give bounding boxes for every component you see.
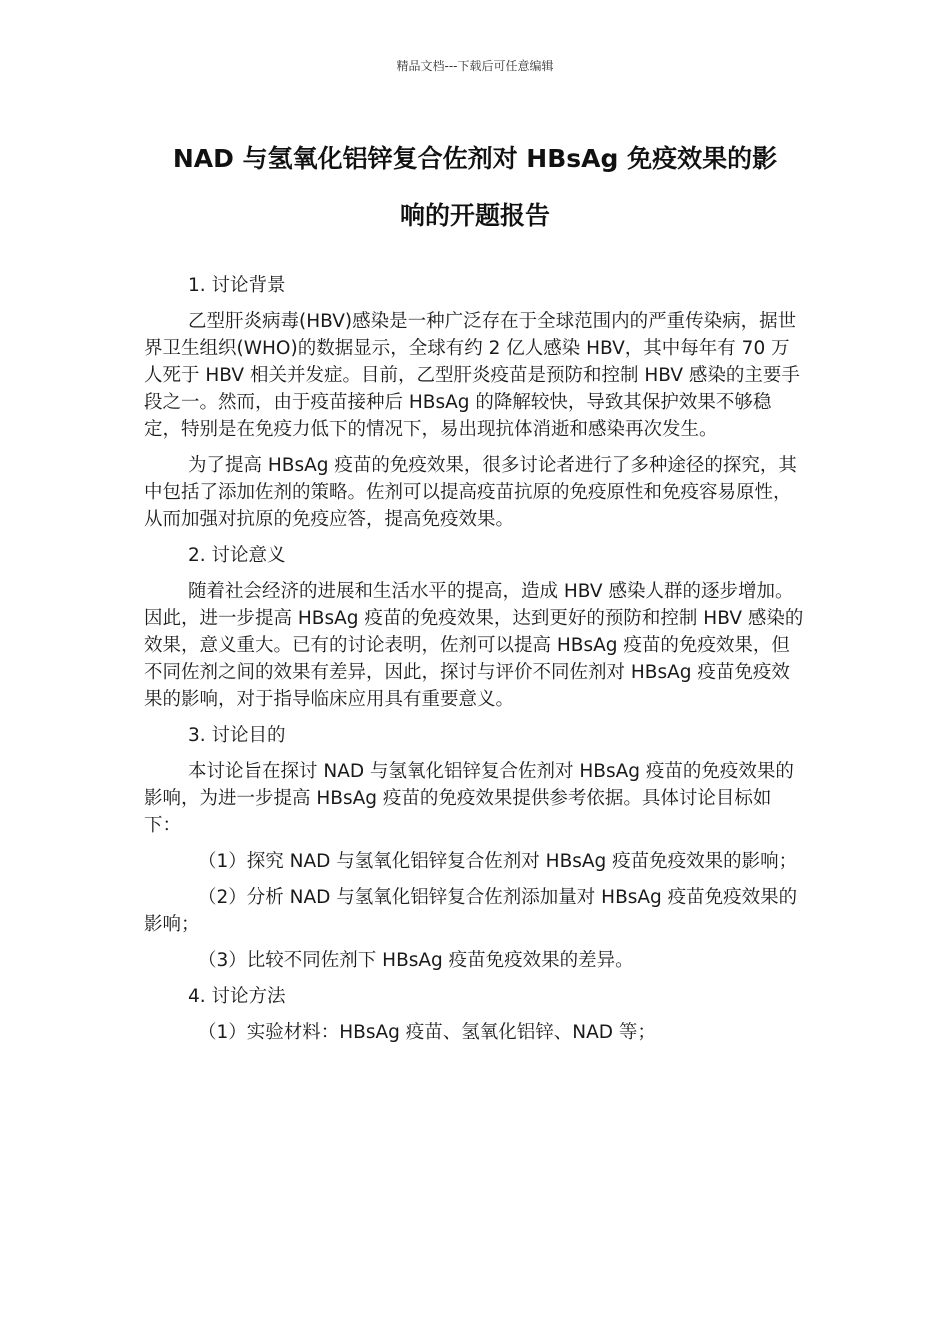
section-3-list-item-3: （3）比较不同佐剂下 HBsAg 疫苗免疫效果的差异。 (198, 950, 634, 971)
section-4-list-item-1: （1）实验材料：HBsAg 疫苗、氢氧化铝锌、NAD 等； (198, 1022, 656, 1043)
section-1-heading: 1. 讨论背景 (188, 275, 286, 296)
page-header: 精品文档---下载后可任意编辑 (396, 59, 554, 73)
section-3-paragraph-1: 本讨论旨在探讨 NAD 与氢氧化铝锌复合佐剂对 HBsAg 疫苗的免疫效果的影响，为进一步提高 HBsAg 疫苗的免疫效果提供参考依据。具体讨论目标如下： (144, 761, 794, 836)
section-3-list-item-1: （1）探究 NAD 与氢氧化铝锌复合佐剂对 HBsAg 疫苗免疫效果的影响； (198, 851, 798, 872)
title-line-1: NAD 与氢氧化铝锌复合佐剂对 HBsAg 免疫效果的影 (172, 144, 778, 173)
title-line-2: 响的开题报告 (399, 201, 550, 230)
document-body (144, 272, 807, 1046)
section-1-paragraph-2: 为了提高 HBsAg 疫苗的免疫效果，很多讨论者进行了多种途径的探究，其中包括了添加佐剂的策略。佐剂可以提高疫苗抗原的免疫原性和免疫容易原性，从而加强对抗原的免疫应答，提高免疫效果。 (144, 455, 797, 530)
section-2-paragraph-1: 随着社会经济的进展和生活水平的提高，造成 HBV 感染人群的逐步增加。因此，进一步提高 HBsAg 疫苗的免疫效果，达到更好的预防和控制 HBV 感染的效果，意义重大。已有的讨论表明，佐剂可以提高 HBsAg 疫苗的免疫效果，但不同佐剂之间的效果有差异，因此，探讨与评价不同佐剂对 HBsAg 疫苗免疫效果的影响，对于指导临床应用具有重要意义。 (144, 581, 804, 710)
section-1-paragraph-1: 乙型肝炎病毒(HBV)感染是一种广泛存在于全球范围内的严重传染病，据世界卫生组织(WHO)的数据显示，全球有约 2 亿人感染 HBV，其中每年有 70 万人死于 HBV 相关并发症。目前，乙型肝炎疫苗是预防和控制 HBV 感染的主要手段之一。然而，由于疫苗接种后 HBsAg 的降解较快，导致其保护效果不够稳定，特别是在免疫力低下的情况下，易出现抗体消逝和感染再次发生。 (144, 311, 800, 440)
section-3-list-item-2: （2）分析 NAD 与氢氧化铝锌复合佐剂添加量对 HBsAg 疫苗免疫效果的影响； (144, 887, 798, 935)
document-title (120, 130, 830, 244)
section-2-heading: 2. 讨论意义 (188, 545, 286, 566)
section-3-heading: 3. 讨论目的 (188, 725, 286, 746)
section-4-heading: 4. 讨论方法 (188, 986, 286, 1007)
